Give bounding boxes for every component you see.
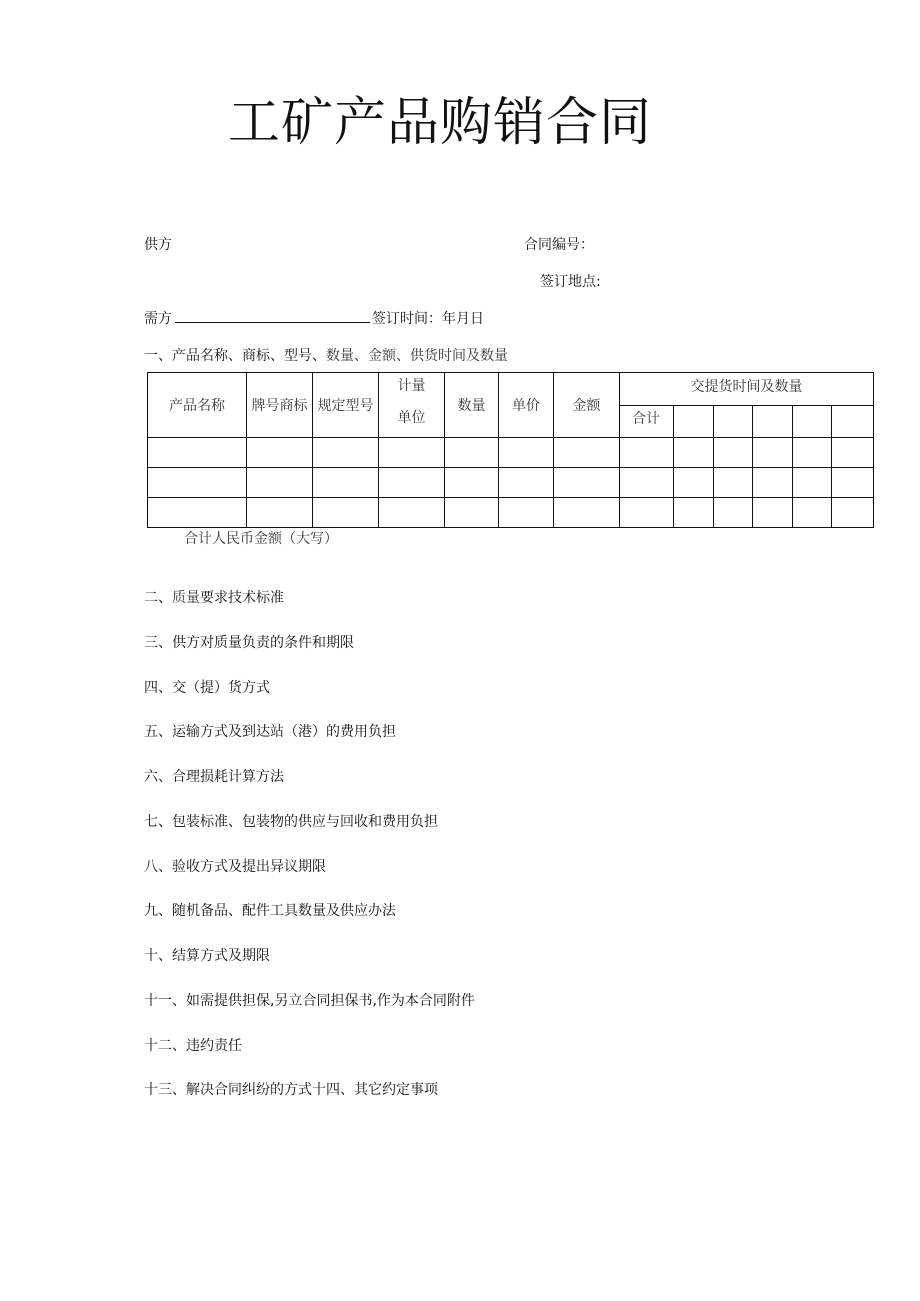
table-cell [379, 498, 445, 528]
table-cell [674, 468, 714, 498]
header-delivery: 交提货时间及数量 [620, 373, 874, 406]
section-13-heading: 十三、解决合同纠纷的方式十四、其它约定事项 [144, 1082, 438, 1098]
table-cell [148, 468, 247, 498]
contract-number-label: 合同编号： [524, 237, 594, 253]
document-title: 工矿产品购销合同 [228, 93, 653, 153]
table-cell [674, 498, 714, 528]
section-2-prefix: 二、 [144, 590, 172, 606]
table-cell [674, 438, 714, 468]
table-cell [753, 498, 793, 528]
table-cell [753, 468, 793, 498]
table-cell [445, 468, 499, 498]
table-cell [793, 438, 832, 468]
table-cell [379, 468, 445, 498]
section-2-quality: 质量 [172, 590, 200, 606]
delivery-cell [793, 406, 832, 438]
section-5-heading: 五、运输方式及到达站（港）的费用负担 [144, 724, 396, 740]
table-cell [247, 438, 313, 468]
delivery-cell [714, 406, 753, 438]
signing-time-label: 签订时间：年月日 [372, 311, 484, 327]
table-cell [753, 438, 793, 468]
table-cell [714, 468, 753, 498]
header-quantity: 数量 [445, 373, 499, 438]
demander-label: 需方 [144, 311, 172, 327]
table-cell [148, 498, 247, 528]
table-cell [313, 498, 379, 528]
table-cell [445, 438, 499, 468]
table-cell [714, 438, 753, 468]
header-spec-model: 规定型号 [313, 373, 379, 438]
header-unit-bottom: 单位 [397, 410, 426, 426]
table-cell [148, 438, 247, 468]
section-2-rest: 要求技术标准 [200, 590, 284, 606]
table-cell [714, 498, 753, 528]
header-unit-price: 单价 [499, 373, 554, 438]
table-cell [793, 498, 832, 528]
section-1-prefix: 一、产品名称、商标、型号、 [144, 348, 326, 364]
table-cell [832, 498, 874, 528]
section-2-heading [144, 587, 284, 607]
supplier-label: 供方 [144, 237, 172, 253]
section-11-heading: 十一、如需提供担保,另立合同担保书,作为本合同附件 [144, 993, 475, 1009]
section-3-heading: 三、供方对质量负责的条件和期限 [144, 635, 354, 651]
table-cell [793, 468, 832, 498]
table-row [148, 438, 874, 468]
table-cell [445, 498, 499, 528]
section-1-suffix: 数量、金额、供货时间及数量 [326, 348, 508, 364]
table-cell [247, 468, 313, 498]
section-1-heading [144, 345, 508, 365]
table-cell [499, 498, 554, 528]
header-brand: 牌号商标 [247, 373, 313, 438]
table-cell [379, 438, 445, 468]
section-7-heading: 七、包装标准、包装物的供应与回收和费用负担 [144, 814, 438, 830]
table-body [148, 438, 874, 528]
header-unit-top: 计量 [397, 378, 426, 394]
demander-blank [175, 310, 370, 323]
product-table [147, 372, 874, 528]
table-cell [313, 468, 379, 498]
header-total: 合计 [620, 406, 674, 438]
table-row [148, 498, 874, 528]
table-cell [832, 438, 874, 468]
header-product-name: 产品名称 [148, 373, 247, 438]
demander-line [144, 308, 484, 328]
table-cell [247, 498, 313, 528]
rmb-total-label: 合计人民币金额（大写） [184, 531, 338, 547]
section-12-heading: 十二、违约责任 [144, 1038, 242, 1054]
table-cell [313, 438, 379, 468]
table-cell [620, 498, 674, 528]
signing-place-label: 签订地点: [540, 274, 601, 290]
table-cell [620, 468, 674, 498]
delivery-cell [674, 406, 714, 438]
table-cell [832, 468, 874, 498]
table-cell [499, 438, 554, 468]
section-8-heading: 八、验收方式及提出异议期限 [144, 859, 326, 875]
table-cell [620, 438, 674, 468]
table-cell [554, 498, 620, 528]
delivery-cell [832, 406, 874, 438]
section-10-heading: 十、结算方式及期限 [144, 948, 270, 964]
section-4-heading: 四、交（提）货方式 [144, 680, 270, 696]
header-unit [379, 373, 445, 438]
header-amount: 金额 [554, 373, 620, 438]
table-cell [554, 468, 620, 498]
table-row [148, 468, 874, 498]
section-9-heading: 九、随机备品、配件工具数量及供应办法 [144, 903, 396, 919]
section-6-heading: 六、合理损耗计算方法 [144, 769, 284, 785]
table-cell [554, 438, 620, 468]
table-cell [499, 468, 554, 498]
delivery-cell [753, 406, 793, 438]
